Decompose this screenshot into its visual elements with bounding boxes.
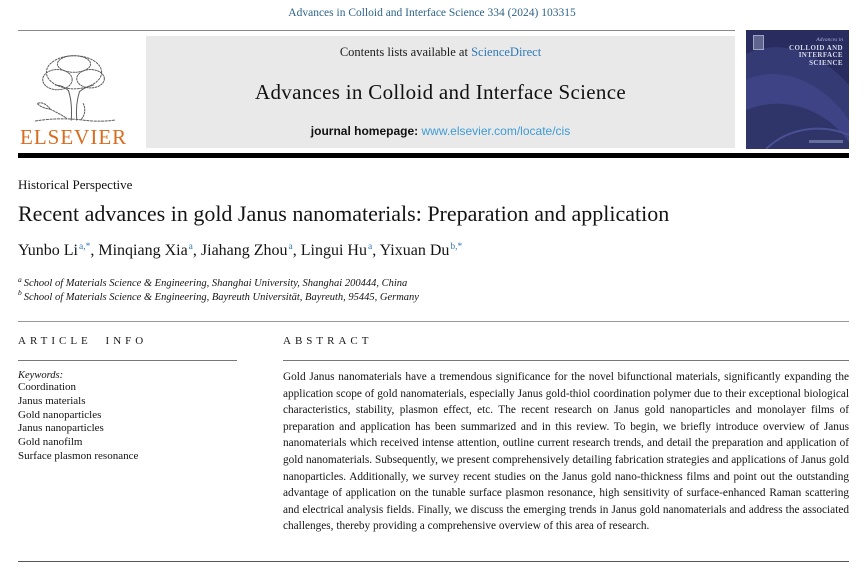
homepage-line: [146, 124, 735, 138]
abstract-rule: [283, 360, 849, 361]
abstract-text: Gold Janus nanomaterials have a tremendous significance for the novel bifunctional materials, significantly expanding the application scope of gold nanomaterials, especially Janus gold-thiol coordination polymer due to their exceptional biological characteristics, stability, plasmon effect, etc. The recent research on Janus gold nanoparticles and monolayer films of preparation and application has been summarized and in this review. To begin, we briefly introduce overview of Janus nanomaterials which received intense attention, outline current research trends, and detail the preparation and application of gold nanomaterials. Subsequently, we present comprehensively detailing fabrication strategies and applications of Janus gold nanoparticles. Additionally, we survey recent studies on the Janus gold nano-thickness films and point out the outstanding advantage of application on the tunable surface plasmon resonance, high sensitivity of surface-enhanced Raman scattering and electrical analysis fields. Finally, we discuss the emerging trends in Janus gold nanomaterials and address the associated challenges, thereby providing a comprehensive overview of this area of research.: [283, 371, 849, 533]
author-affiliation-ref[interactable]: a: [367, 241, 373, 252]
journal-title: Advances in Colloid and Interface Science: [255, 79, 626, 104]
cover-emblem-icon: [753, 35, 764, 50]
affiliation-marker: b: [18, 288, 22, 297]
affiliation-line: $^a$ School of Materials Science & Engineering, Shanghai University, Shanghai 200444, China: [18, 274, 408, 289]
info-abstract-columns: [18, 335, 849, 535]
article-info-rule: [18, 360, 237, 361]
author-name: Lingui Hu$^a$: [300, 241, 373, 259]
author-affiliation-ref[interactable]: a: [288, 241, 293, 252]
contents-prefix-text: Contents lists available at: [339, 45, 468, 59]
homepage-link[interactable]: www.elsevier.com/locate/cis: [421, 124, 571, 138]
masthead-main: [18, 30, 735, 148]
masthead: [18, 30, 849, 149]
masthead-divider-bar: [18, 153, 849, 158]
author-name: Yunbo $Li^{a,*}$: [18, 241, 91, 259]
keyword-item: Gold nanoparticles: [18, 408, 102, 421]
keyword-item: Surface plasmon resonance: [18, 449, 139, 462]
keyword-item: Gold nanofilm: [18, 436, 83, 449]
affiliation-marker: a: [18, 274, 22, 284]
citation-header: Advances in Colloid and Interface Science 334 (2024) 103315: [288, 7, 576, 19]
author-affiliation-ref[interactable]: a: [188, 241, 193, 252]
article-info-heading: ARTICLE INFO: [18, 335, 148, 347]
cover-footer-decoration: [809, 140, 843, 143]
journal-banner: [146, 36, 735, 148]
abstract-heading: ABSTRACT: [283, 335, 373, 347]
elsevier-wordmark: ELSEVIER: [20, 125, 128, 149]
page-bottom-rule: [18, 561, 849, 562]
keywords-list: [18, 381, 237, 464]
cover-title: [789, 37, 843, 67]
article-type-label: Historical Perspective: [18, 177, 133, 192]
sciencedirect-link[interactable]: ScienceDirect: [471, 45, 542, 59]
journal-cover-thumbnail[interactable]: [746, 30, 849, 149]
author-list: Yunbo $Li^{a,*}$, Minqiang Xia$^a$, Jiahang Zhou$^a$, Lingui Hu$^a$, Yixuan $Du^{b,*}$: [18, 241, 463, 259]
cover-title-line: SCIENCE: [809, 58, 843, 67]
affiliation-line: $^b$ School of Materials Science & Engineering, Bayreuth Universität, Bayreuth, 95445, Germany: [18, 288, 419, 303]
affiliation-list: [18, 274, 864, 304]
elsevier-tree-icon: [28, 48, 120, 126]
author-name: Jiahang Zhou$^a$: [200, 241, 293, 259]
author-name: Yixuan $Du^{b,*}$: [379, 241, 463, 259]
keyword-item: Janus materials: [18, 394, 86, 407]
author-affiliation-ref[interactable]: b,*: [450, 241, 463, 252]
keyword-item: Janus nanoparticles: [18, 422, 104, 435]
homepage-label: journal homepage:: [310, 124, 419, 138]
article-info-section: [18, 335, 237, 535]
author-affiliation-ref[interactable]: a,*: [79, 241, 91, 252]
author-name: Minqiang Xia$^a$: [98, 241, 193, 259]
cover-title-line: COLLOID AND: [789, 43, 843, 52]
cover-title-line: Advances in: [816, 37, 843, 43]
contents-line: [146, 45, 735, 60]
cover-title-line: INTERFACE: [798, 51, 843, 59]
keywords-label: Keywords:: [18, 370, 64, 381]
section-divider: [18, 321, 849, 322]
article-title: Recent advances in gold Janus nanomaterials: Preparation and application: [18, 201, 670, 226]
abstract-section: [283, 335, 849, 535]
keyword-item: Coordination: [18, 381, 77, 393]
elsevier-logo[interactable]: [18, 36, 146, 148]
